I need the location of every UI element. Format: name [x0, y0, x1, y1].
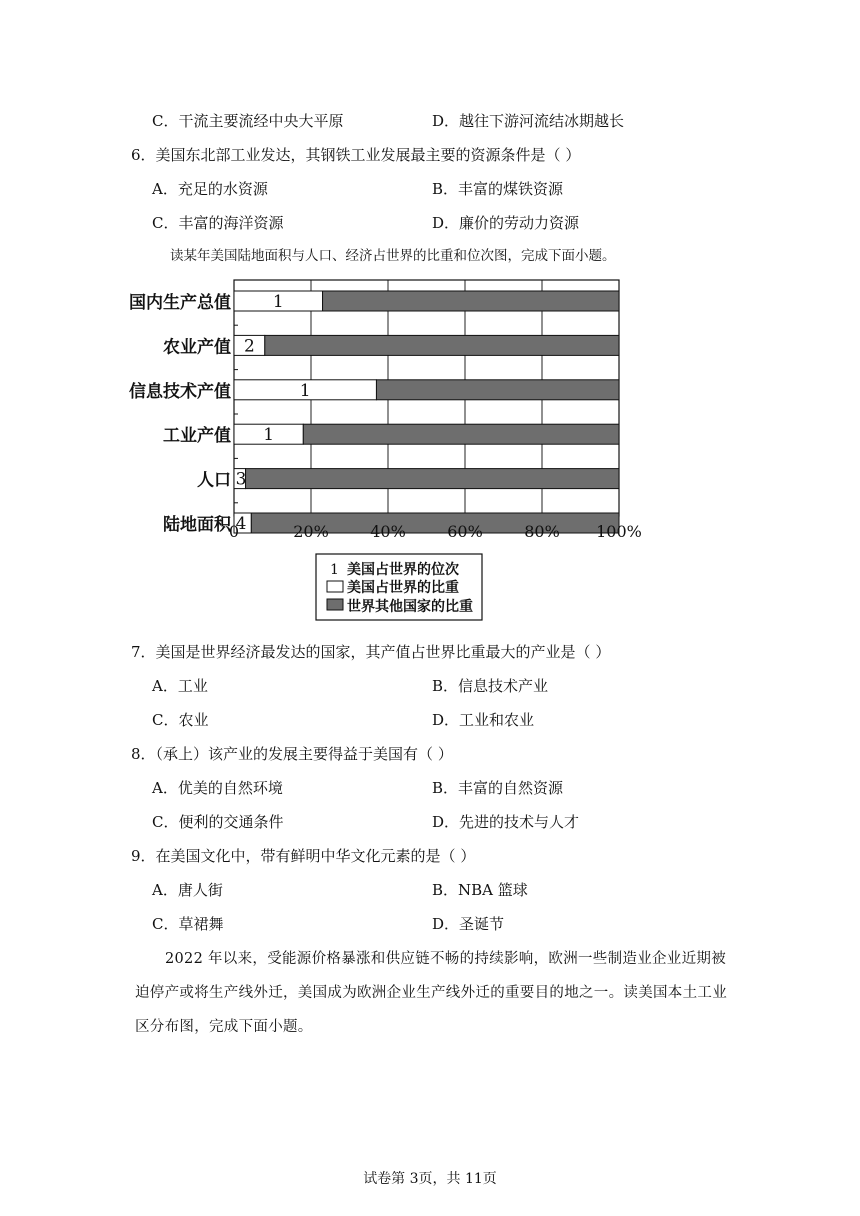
category-label: 工业产值	[163, 426, 231, 447]
passage: 2022 年以来，受能源价格暴涨和供应链不畅的持续影响，欧洲一些制造业企业近期被迫停产或将生产线外迁，美国成为欧洲企业生产线外迁的重要目的地之一。读美国本土工业区分布图，完成下面小题。	[135, 951, 727, 1035]
q8-option-d: D．先进的技术与人才	[432, 813, 580, 831]
rank-label: 1	[299, 380, 311, 401]
bar-others-share	[303, 424, 619, 444]
q6-option-c: C．丰富的海洋资源	[152, 214, 284, 232]
q7-option-b: B．信息技术产业	[432, 677, 549, 695]
x-tick-label: 20%	[293, 522, 329, 541]
x-tick-label: 60%	[447, 522, 483, 541]
q9-option-d: D．圣诞节	[432, 915, 505, 933]
x-tick-label: 100%	[596, 522, 642, 541]
rank-label: 2	[243, 336, 255, 357]
q8-option-a: A．优美的自然环境	[152, 779, 283, 797]
q8-option-c: C．便利的交通条件	[152, 813, 284, 831]
legend-others-label: 世界其他国家的比重	[347, 599, 473, 615]
q8-option-b: B．丰富的自然资源	[432, 779, 564, 797]
legend-us-label: 美国占世界的比重	[347, 580, 459, 596]
legend-rank-label: 美国占世界的位次	[347, 562, 459, 578]
bar-others-share	[246, 469, 619, 489]
legend-swatch-others	[327, 599, 343, 610]
q9-stem: 9．在美国文化中，带有鲜明中华文化元素的是（ ）	[131, 847, 476, 865]
page-footer: 试卷第 3页，共 11页	[363, 1171, 497, 1187]
q5-option-d: D．越往下游河流结冰期越长	[432, 112, 625, 130]
bar-others-share	[265, 335, 619, 355]
category-label: 信息技术产值	[129, 381, 231, 402]
rank-label: 1	[263, 425, 275, 446]
category-label: 国内生产总值	[129, 293, 231, 313]
bar-others-share	[323, 291, 619, 311]
q6-stem: 6．美国东北部工业发达，其钢铁工业发展最主要的资源条件是（ ）	[131, 146, 581, 164]
rank-label: 1	[272, 292, 284, 312]
x-tick-label: 80%	[524, 522, 560, 541]
x-tick-label: 40%	[370, 522, 406, 541]
q8-stem: 8．（承上）该产业的发展主要得益于美国有（ ）	[131, 745, 453, 763]
q6-option-b: B．丰富的煤铁资源	[432, 180, 564, 198]
q9-option-a: A．唐人街	[152, 881, 223, 899]
x-tick-label: 0	[228, 522, 240, 541]
legend-swatch-us	[327, 581, 343, 592]
chart-caption: 读某年美国陆地面积与人口、经济占世界的比重和位次图，完成下面小题。	[170, 248, 616, 264]
q6-option-a: A．充足的水资源	[152, 180, 268, 198]
q7-option-c: C．农业	[152, 711, 209, 729]
q6-option-d: D．廉价的劳动力资源	[432, 214, 580, 232]
category-label: 人口	[197, 470, 231, 491]
q7-option-a: A．工业	[152, 677, 208, 695]
rank-label: 4	[235, 514, 247, 534]
legend-rank-symbol: 1	[330, 562, 339, 578]
q5-option-c: C．干流主要流经中央大平原	[152, 112, 344, 130]
bar-others-share	[376, 380, 619, 400]
q7-option-d: D．工业和农业	[432, 711, 535, 729]
rank-label: 3	[235, 469, 247, 490]
q9-option-b: B．NBA 篮球	[432, 881, 528, 899]
category-label: 农业产值	[163, 337, 231, 358]
category-label: 陆地面积	[163, 515, 231, 535]
q9-option-c: C．草裙舞	[152, 915, 224, 933]
q7-stem: 7．美国是世界经济最发达的国家，其产值占世界比重最大的产业是（ ）	[131, 643, 611, 661]
